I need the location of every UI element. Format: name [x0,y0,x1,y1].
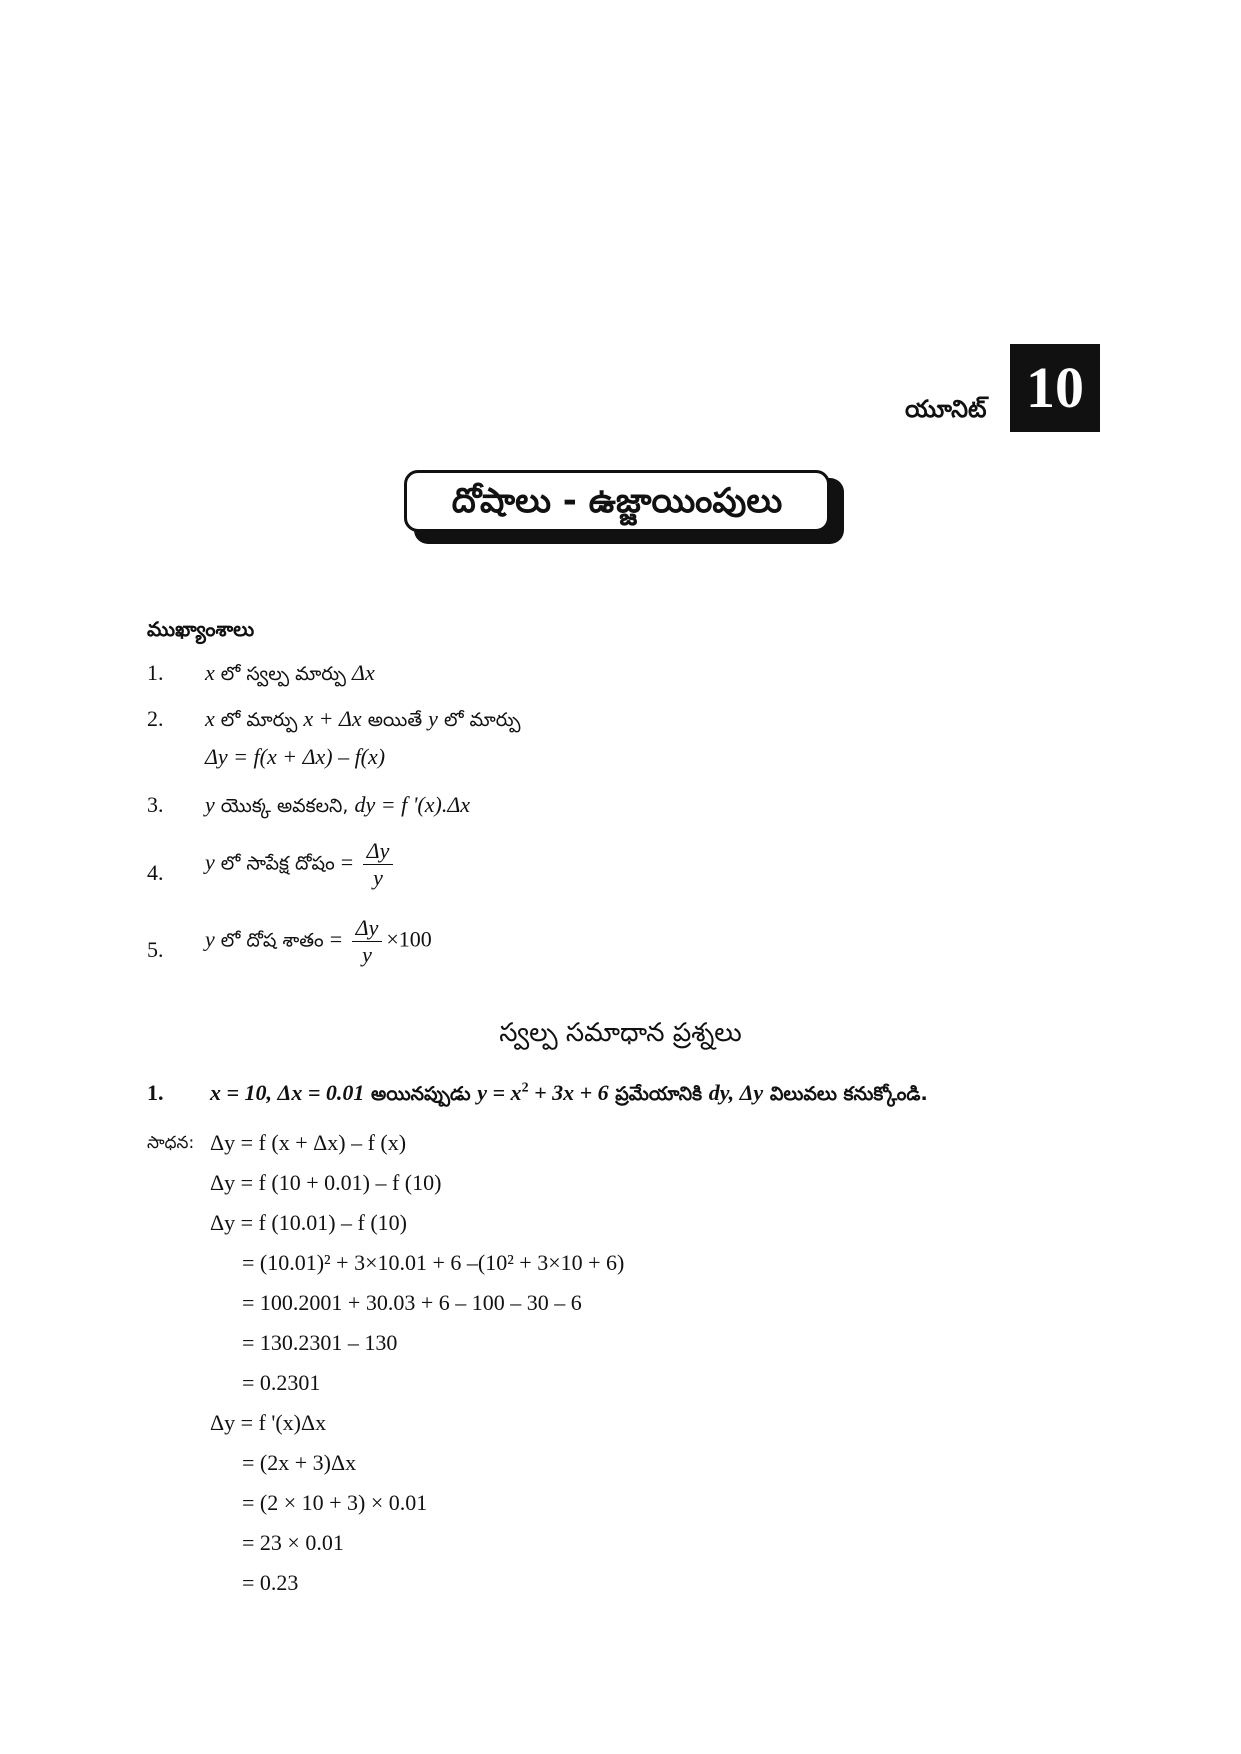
point-5-mult: ×100 [386,926,432,952]
point-5-var: y [205,926,215,952]
solution-line-6: = 130.2301 – 130 [242,1330,398,1355]
point-1-text: లో స్వల్ప మార్పు [214,663,353,685]
point-3-expr: dy = f '(x).Δx [354,792,470,817]
point-1-num: 1. [147,660,164,685]
solution-line-11: = 23 × 0.01 [242,1530,344,1555]
unit-number: 10 [1010,344,1100,432]
point-5 [205,915,432,968]
point-4-fraction [363,838,394,891]
point-4-text: లో సాపేక్ష దోషం [214,852,341,875]
point-5-fraction [352,915,383,968]
question-eq-sup: 2 [521,1080,529,1096]
unit-label: యూనిట్ [905,395,987,423]
solution-line-7: = 0.2301 [242,1370,321,1395]
point-4-denominator: y [373,865,383,890]
point-5-denominator: y [362,942,372,967]
question-eq-lhs: y = x [477,1080,522,1105]
question-given: x = 10, Δx = 0.01 [210,1080,365,1105]
question-eq-rhs: + 3x + 6 [528,1080,609,1105]
point-5-eq: = [329,926,343,952]
question-text3: విలువలు కనుక్కోండి. [763,1083,928,1105]
point-4-var: y [205,849,215,875]
solution-label: సాధన: [147,1133,195,1153]
solution-line-4: = (10.01)² + 3×10.01 + 6 –(10² + 3×10 + 6) [242,1250,625,1275]
solution-line-8: Δy = f '(x)Δx [210,1410,327,1435]
point-3-text: యొక్క అవకలని, [214,795,355,817]
question-vars: dy, Δy [708,1080,764,1105]
point-1-expr: Δx [352,660,375,685]
point-4-eq: = [340,849,354,875]
point-1 [205,660,375,690]
point-5-numerator: Δy [352,915,383,942]
question-num: 1. [147,1080,164,1105]
point-2-line2: Δy = f(x + Δx) – f(x) [205,744,386,769]
point-3-num: 3. [147,792,164,817]
chapter-title: దోషాలు - ఉజ్జాయింపులు [404,470,830,532]
point-2-expr: x + Δx [303,706,362,731]
question-text1: అయినప్పుడు [364,1083,478,1105]
section-title: స్వల్ప సమాధాన ప్రశ్నలు [499,1018,742,1048]
point-4-numerator: Δy [363,838,394,865]
point-2-var: x [205,706,215,731]
point-4-num: 4. [147,860,164,885]
point-5-text: లో దోష శాతం [214,929,330,952]
point-4 [205,838,397,891]
solution-line-3: Δy = f (10.01) – f (10) [210,1210,408,1235]
point-2-num: 2. [147,706,164,731]
solution-line-5: = 100.2001 + 30.03 + 6 – 100 – 30 – 6 [242,1290,582,1315]
point-2-var2: y [428,706,438,731]
point-1-var: x [205,660,215,685]
point-2-text2: అయితే [361,709,429,731]
point-2-text: లో మార్పు [214,709,304,731]
point-2 [205,706,520,736]
solution-line-1: Δy = f (x + Δx) – f (x) [210,1130,407,1155]
solution-line-12: = 0.23 [242,1570,299,1595]
point-3 [205,792,470,822]
key-points-heading: ముఖ్యాంశాలు [147,617,255,641]
point-5-num: 5. [147,937,164,962]
point-2-formula [205,744,385,770]
question-text [210,1080,928,1110]
solution-line-2: Δy = f (10 + 0.01) – f (10) [210,1170,442,1195]
point-3-var: y [205,792,215,817]
solution-line-9: = (2x + 3)Δx [242,1450,357,1475]
question-text2: ప్రమేయానికి [608,1083,709,1105]
solution-line-10: = (2 × 10 + 3) × 0.01 [242,1490,428,1515]
point-2-text3: లో మార్పు [437,709,521,731]
